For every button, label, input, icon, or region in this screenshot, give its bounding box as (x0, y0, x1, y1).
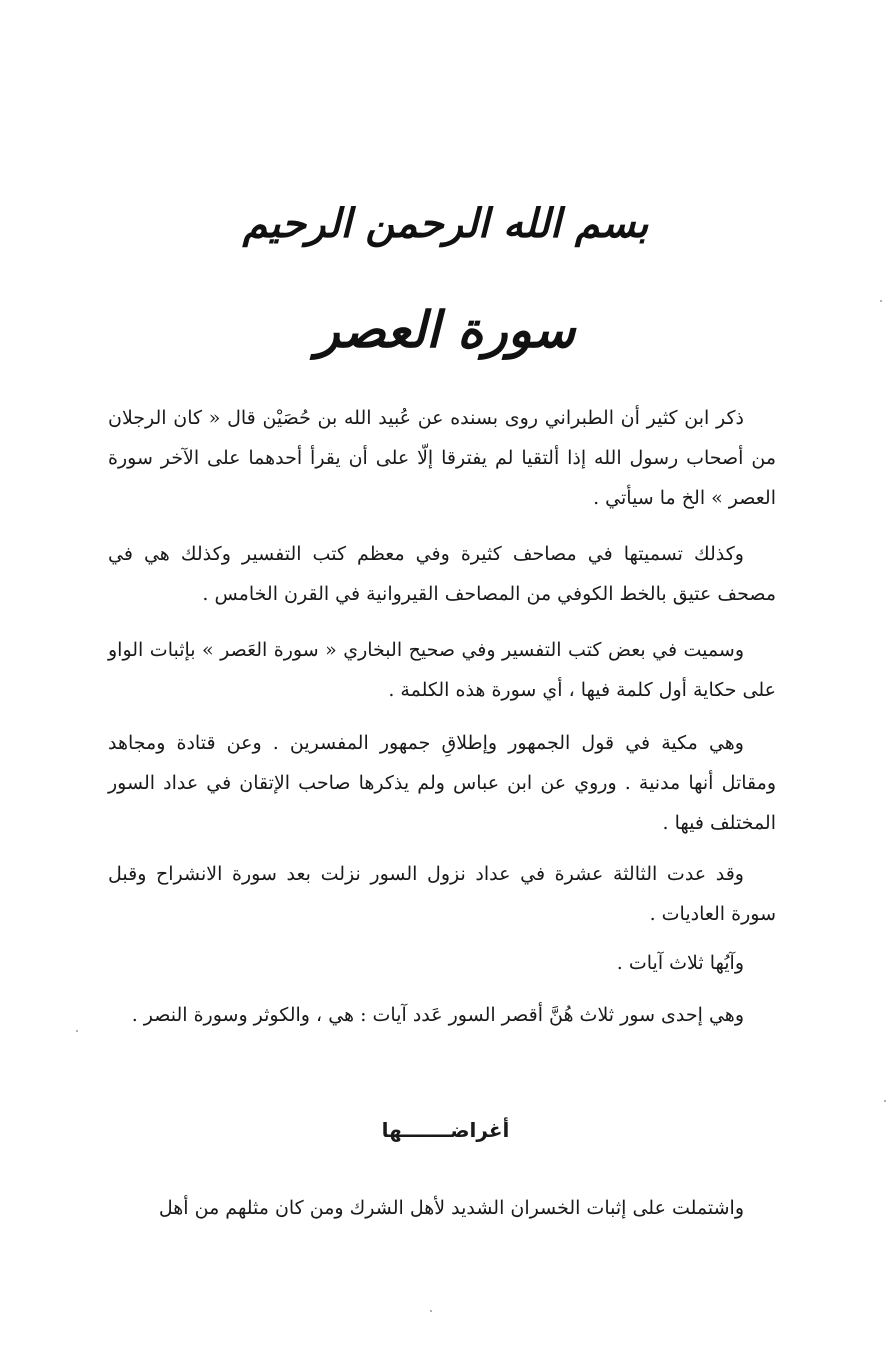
paragraph-text: وهي مكية في قول الجمهور وإطلاقِ جمهور المفسرين . وعن قتادة ومجاهد ومقاتل أنها مدنية . وروي عن ابن عباس ولم يذكرها صاحب الإتقان في عداد السور المختلف فيها . (108, 732, 776, 834)
section-heading-aims: أغراضـــــــها (381, 1118, 510, 1142)
paragraph-text: واشتملت على إثبات الخسران الشديد لأهل الشرك ومن كان مثلهم من أهل (158, 1197, 744, 1219)
paragraph-text: ذكر ابن كثير أن الطبراني روى بسنده عن عُبيد الله بن حُصَيْن قال « كان الرجلان من أصحاب رسول الله إذا ألتقيا لم يفترقا إلّا على أن يقرأ أحدهما على الآخر سورة العصر » الخ ما سيأتي . (108, 407, 776, 509)
paragraph-revelation-order (108, 854, 776, 934)
paragraph-shortest-surahs (108, 995, 776, 1035)
surah-title: سورة العصر (315, 300, 576, 359)
scan-speck (880, 300, 882, 302)
paragraph-text: وسميت في بعض كتب التفسير وفي صحيح البخاري « سورة العَصر » بإثبات الواو على حكاية أول كلمة فيها ، أي سورة هذه الكلمة . (108, 639, 776, 701)
paragraph-text: وقد عدت الثالثة عشرة في عداد نزول السور نزلت بعد سورة الانشراح وقبل سورة العاديات . (108, 863, 776, 925)
scan-speck (430, 1310, 432, 1312)
paragraph-mushaf-naming (108, 534, 776, 614)
paragraph-makki-madani (108, 723, 776, 843)
paragraph-text: وآيُها ثلاث آيات . (616, 952, 744, 974)
scan-speck (76, 1030, 78, 1032)
paragraph-aims-start (108, 1188, 776, 1228)
paragraph-bukhari-naming (108, 630, 776, 710)
paragraph-text: وهي إحدى سور ثلاث هُنَّ أقصر السور عَدد آيات : هي ، والكوثر وسورة النصر . (131, 1004, 744, 1026)
paragraph-text: وكذلك تسميتها في مصاحف كثيرة وفي معظم كتب التفسير وكذلك هي في مصحف عتيق بالخط الكوفي من المصاحف القيروانية في القرن الخامس . (108, 543, 776, 605)
scan-speck (884, 1100, 886, 1102)
paragraph-naming-hadith (108, 398, 776, 518)
basmala-heading: بسم الله الرحمن الرحيم (242, 200, 649, 247)
paragraph-verse-count (108, 943, 776, 983)
